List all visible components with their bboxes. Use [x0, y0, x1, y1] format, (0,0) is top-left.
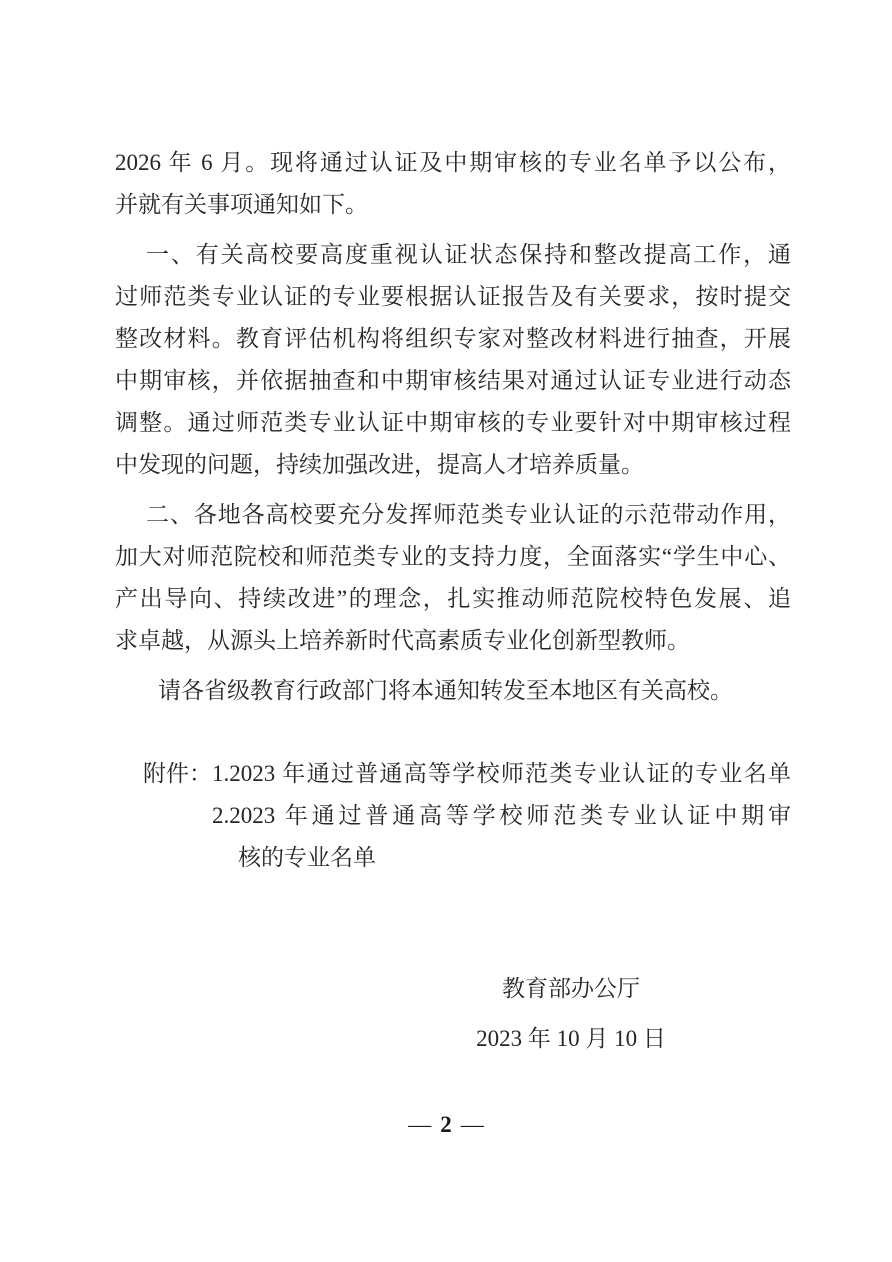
- document-body: [115, 142, 791, 1060]
- text-line: 产出导向、持续改进”的理念，扎实推动师范院校特色发展、追: [115, 586, 791, 611]
- text-line: 整改材料。教育评估机构将组织专家对整改材料进行抽查，开展: [115, 326, 791, 351]
- signature-organization: 教育部办公厅: [502, 976, 640, 1001]
- text-line: 二、各地各高校要充分发挥师范类专业认证的示范带动作用，: [146, 502, 791, 527]
- footer-dash-left: —: [408, 1112, 432, 1137]
- attachments-label: 附件：: [143, 761, 212, 786]
- text-line: 2026 年 6 月。现将通过认证及中期审核的专业名单予以公布，: [115, 150, 791, 175]
- signature-block: [421, 968, 721, 1060]
- attachments-list: [212, 753, 791, 879]
- text-line: 请各省级教育行政部门将本通知转发至本地区有关高校。: [158, 678, 733, 703]
- text-line: 求卓越，从源头上培养新时代高素质专业化创新型教师。: [115, 628, 690, 653]
- text-line: 核的专业名单: [238, 845, 376, 870]
- text-line: 2.2023 年通过普通高等学校师范类专业认证中期审: [212, 803, 791, 828]
- text-line: 并就有关事项通知如下。: [115, 192, 368, 217]
- paragraph-forward-request: [115, 670, 791, 712]
- attachments-block: [115, 753, 791, 879]
- text-line: 中期审核，并依据抽查和中期审核结果对通过认证专业进行动态: [115, 368, 791, 393]
- page-footer: [0, 1104, 892, 1146]
- attachment-item-1: [212, 753, 791, 795]
- text-line: 一、有关高校要高度重视认证状态保持和整改提高工作，通: [146, 242, 791, 267]
- text-line: 1.2023 年通过普通高等学校师范类专业认证的专业名单: [212, 761, 791, 786]
- text-line: 调整。通过师范类专业认证中期审核的专业要针对中期审核过程: [115, 410, 791, 435]
- paragraph-section-1: [115, 234, 791, 486]
- text-line: 加大对师范院校和师范类专业的支持力度，全面落实“学生中心、: [115, 544, 791, 569]
- signature-date: 2023 年 10 月 10 日: [476, 1026, 666, 1051]
- page-number: 2: [440, 1112, 452, 1137]
- paragraph-intro-continuation: [115, 142, 791, 226]
- attachment-item-2: [212, 795, 791, 879]
- footer-dash-right: —: [460, 1112, 484, 1137]
- text-line: 过师范类专业认证的专业要根据认证报告及有关要求，按时提交: [115, 284, 791, 309]
- paragraph-section-2: [115, 494, 791, 662]
- text-line: 中发现的问题，持续加强改进，提高人才培养质量。: [115, 452, 644, 477]
